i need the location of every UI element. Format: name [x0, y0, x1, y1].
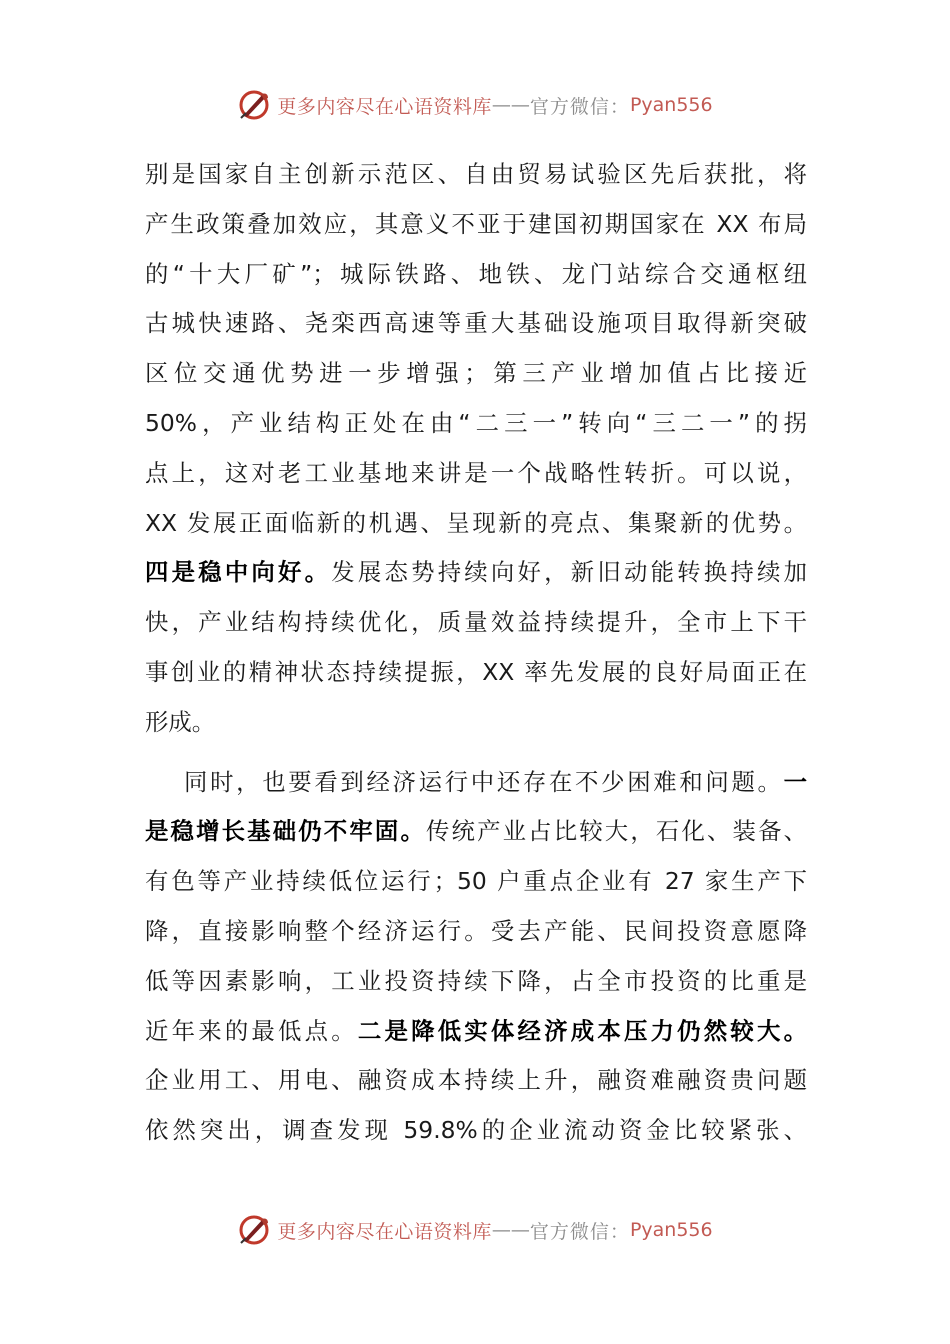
text-span: 同时，也要看到经济运行中还存在不少困难和问题。 [184, 767, 784, 796]
text-line: 低等因素影响，工业投资持续下降，占全市投资的比重是 [145, 966, 807, 995]
text-line: 形成。 [145, 707, 216, 736]
wechat-label: 官方微信： [529, 1220, 630, 1243]
watermark-separator: —— [491, 1219, 530, 1241]
text-line: 区位交通优势进一步增强；第三产业增加值占比接近 [145, 359, 807, 388]
text-line: 快，产业结构持续优化，质量效益持续提升，全市上下干 [145, 608, 807, 637]
text-line: 产生政策叠加效应，其意义不亚于建国初期国家在 XX 布局 [145, 209, 807, 238]
bold-heading: 是稳增长基础仍不牢固。 [145, 817, 426, 846]
text-line: 事创业的精神状态持续提振，XX 率先发展的良好局面正在 [145, 657, 807, 686]
wechat-label: 官方微信： [529, 95, 630, 118]
paragraph-gap [145, 748, 807, 758]
bold-heading: 二是降低实体经济成本压力仍然较大。 [357, 1016, 808, 1045]
text-line: 别是国家自主创新示范区、自由贸易试验区先后获批，将 [145, 160, 807, 188]
text-line: 点上，这对老工业基地来讲是一个战略性转折。可以说， [145, 458, 807, 487]
wechat-id: Pyan556 [629, 1219, 713, 1241]
footer-watermark [0, 1210, 950, 1250]
watermark-text: 更多内容尽在心语资料库 [277, 95, 492, 118]
feather-pen-logo-icon [237, 1213, 271, 1247]
text-line: 依然突出，调查发现 59.8%的企业流动资金比较紧张、 [145, 1116, 807, 1145]
text-line: 降，直接影响整个经济运行。受去产能、民间投资意愿降 [145, 916, 807, 945]
text-line: 企业用工、用电、融资成本持续上升，融资难融资贵问题 [145, 1066, 807, 1095]
text-line: 的“十大厂矿”；城际铁路、地铁、龙门站综合交通枢纽 [145, 259, 807, 288]
text-line [145, 807, 807, 857]
text-line: 有色等产业持续低位运行；50 户重点企业有 27 家生产下 [145, 867, 807, 896]
text-line: XX 发展正面临新的机遇、呈现新的亮点、集聚新的优势。 [145, 508, 807, 537]
text-line [145, 758, 807, 808]
document-body [145, 150, 807, 1156]
text-span: 传统产业占比较大，石化、装备、 [426, 817, 808, 846]
text-span: 发展态势持续向好，新旧动能转换持续加 [331, 558, 808, 587]
text-line [145, 1007, 807, 1057]
header-watermark [0, 85, 950, 125]
text-span: 近年来的最低点。 [145, 1016, 358, 1045]
text-line: 50%，产业结构正处在由“二三一”转向“三二一”的拐 [145, 408, 807, 437]
watermark-text: 更多内容尽在心语资料库 [277, 1220, 492, 1243]
bold-heading: 四是稳中向好。 [145, 558, 332, 587]
text-line [145, 548, 807, 598]
text-line: 古城快速路、尧栾西高速等重大基础设施项目取得新突破 [145, 309, 807, 338]
feather-pen-logo-icon [237, 88, 271, 122]
watermark-separator: —— [491, 94, 530, 116]
bold-heading: 一 [783, 767, 807, 796]
wechat-id: Pyan556 [629, 94, 713, 116]
